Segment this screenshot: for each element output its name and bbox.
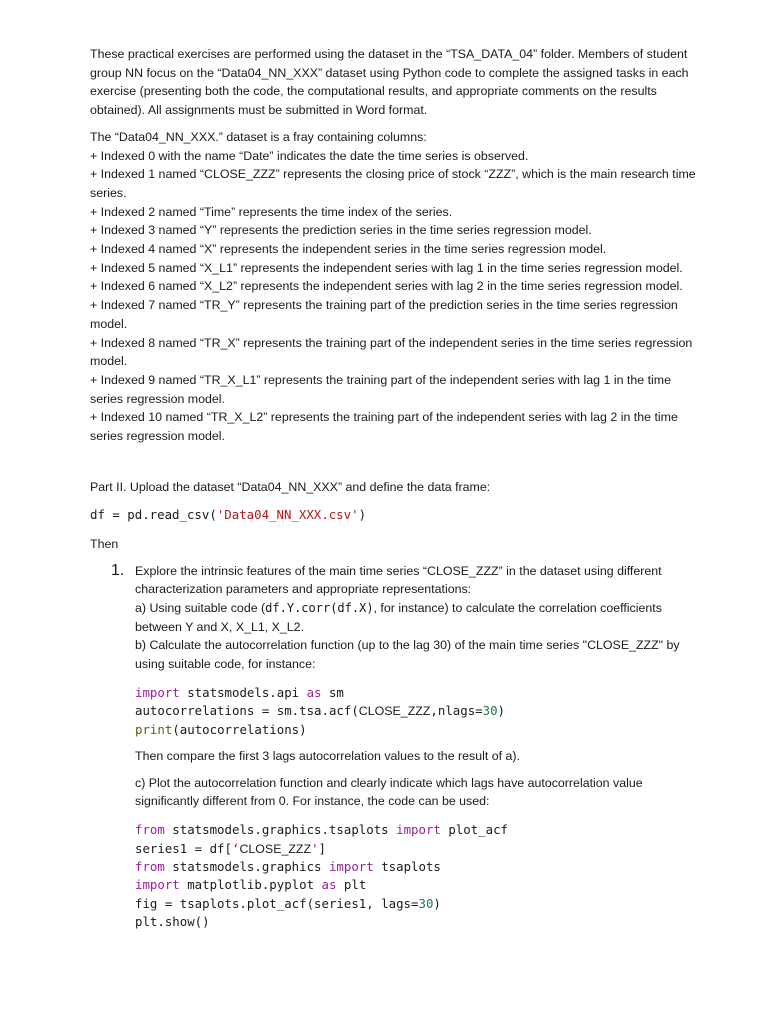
dataset-line: + Indexed 0 with the name “Date” indicates the date the time series is observed. [90,148,529,163]
code-keyword: import [328,858,374,874]
code-token: df = pd.read_csv( [90,507,217,523]
code-token: ) [497,703,506,719]
dataset-line: + Indexed 10 named “TR_X_L2” represents the training part of the independent series with lag 2 in the time series regression model. [90,410,678,444]
part-two-heading: Part II. Upload the dataset “Data04_NN_XXX” and define the data frame: [90,479,491,494]
list-number: 1. [111,561,125,579]
item-compare: Then compare the first 3 lags autocorrelation values to the result of a). [135,749,520,764]
code-token: ,nlags= [430,703,483,719]
code-token: plt [336,877,367,893]
then-label: Then [90,536,119,551]
dataset-line: + Indexed 7 named “TR_Y” represents the training part of the prediction series in the time series regression model. [90,298,678,331]
document-body [90,45,702,932]
code-token: statsmodels.graphics [164,858,329,874]
code-keyword: as [306,684,322,700]
code-token: statsmodels.api [179,684,307,700]
intro-paragraph: These practical exercises are performed using the dataset in the “TSA_DATA_04” folder. Members of student group NN focus on the “Data04_NN_XXX” dataset using Python code to complete the assigned tasks in each exercise (presenting both the code, the computational results, and appropriate comments on the results obtained). All assignments must be submitted in Word format. [90,47,689,118]
code-block-acf [135,684,702,739]
item-intro: Explore the intrinsic features of the main time series “CLOSE_ZZZ” in the dataset using different characterization parameters and appropriate representations: [135,563,662,597]
spacer [90,446,702,478]
code-keyword: from [135,858,165,874]
code-token: CLOSE_ZZZ [358,704,431,719]
code-token: statsmodels.graphics.tsaplots [164,822,397,838]
code-number: 30 [482,703,498,719]
task-list [90,562,702,932]
code-token: (autocorrelations) [172,721,307,737]
dataset-line: + Indexed 3 named “Y” represents the prediction series in the time series regression model. [90,223,592,238]
code-token: autocorrelations = sm.tsa.acf( [135,703,359,719]
code-string: 'Data04_NN_XXX.csv' [216,507,359,523]
code-read-csv [90,506,702,524]
dataset-line: + Indexed 1 named “CLOSE_ZZZ” represents the closing price of stock “ZZZ”, which is the main research time series. [90,167,696,200]
code-token: ) [433,895,441,911]
code-token: ) [358,507,367,523]
code-token: plt.show() [135,914,210,930]
list-item [90,562,702,932]
dataset-line: The “Data04_NN_XXX.” dataset is a fray containing columns: [90,129,427,144]
code-token: ] [318,840,326,856]
inline-code: df.Y.corr(df.X) [265,600,374,615]
dataset-line: + Indexed 5 named “X_L1” represents the independent series with lag 1 in the time series regression model. [90,260,683,275]
code-string: ‘ [231,840,240,856]
dataset-line: + Indexed 4 named “X” represents the independent series in the time series regression model. [90,242,607,257]
text: a) Using suitable code ( [135,600,266,615]
dataset-line: + Indexed 9 named “TR_X_L1” represents the training part of the independent series with lag 1 in the time series regression model. [90,372,671,406]
code-token: matplotlib.pyplot [179,877,322,893]
code-keyword: import [396,822,441,838]
code-token: series1 = df[ [135,840,232,856]
dataset-line: + Indexed 8 named “TR_X” represents the training part of the independent series in the time series regression model. [90,335,693,369]
code-keyword: as [321,877,337,893]
code-number: 30 [418,895,434,911]
code-block-plot-acf [135,821,702,931]
dataset-description [90,128,702,446]
item-part-a [135,599,702,636]
item-part-b: b) Calculate the autocorrelation function (up to the lag 30) of the main time series "CLOSE_ZZZ" by using suitable code, for instance: [135,638,680,672]
code-token: tsaplots [373,858,441,874]
item-part-c: c) Plot the autocorrelation function and clearly indicate which lags have autocorrelation value significantly different from 0. For instance, the code can be used: [135,775,643,809]
dataset-line: + Indexed 6 named “X_L2” represents the independent series with lag 2 in the time series regression model. [90,279,683,294]
code-token: sm [321,684,344,700]
code-token: plot_acf [440,822,509,838]
text: , for instance) to calculate the correlation coefficients between Y and X, X_L1, X_L2. [135,600,662,634]
code-keyword: from [135,822,165,838]
dataset-line: + Indexed 2 named “Time” represents the time index of the series. [90,204,453,219]
code-string: CLOSE_ZZZ [239,841,312,856]
code-token: fig = tsaplots.plot_acf(series1, lags= [135,895,419,911]
code-keyword: import [135,877,180,893]
code-keyword: import [135,684,180,700]
code-builtin: print [135,721,173,737]
code-string: ' [311,840,319,856]
